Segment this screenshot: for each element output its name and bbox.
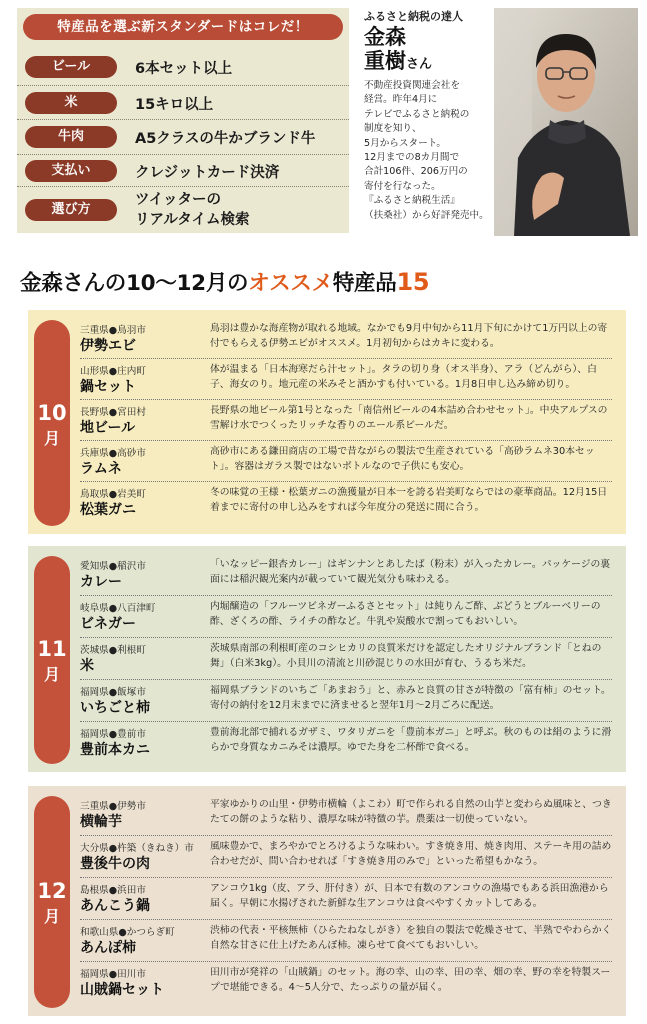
criteria-value: 15キロ以上 <box>135 97 214 113</box>
month-tab: 11 月 <box>34 556 70 764</box>
product-item <box>80 596 612 638</box>
product-item <box>80 638 612 680</box>
product-description: 福岡県ブランドのいちご「あまおう」と、赤みと良質の甘さが特徴の「富有柿」のセット。寄付の納付を12月末までに済ませると翌年1月〜2月ごろに配送。 <box>210 685 611 711</box>
section-title: 金森さんの10〜12月のオススメ特産品15 <box>20 268 430 296</box>
product-name: 伊勢エビ <box>80 338 136 354</box>
criteria-box <box>17 8 349 233</box>
month-tab: 12 月 <box>34 796 70 1008</box>
product-item <box>80 441 612 482</box>
portrait-illustration <box>494 8 638 236</box>
product-description: 平家ゆかりの山里・伊勢市横輪（よこわ）町で作られる自然の山芋と変わらぬ風味と、つきたての餅のような粘り、濃厚な味が特徴の芋。農薬は一切使っていない。 <box>210 799 612 825</box>
product-location: 茨城県●利根町 <box>80 645 146 656</box>
product-location: 三重県●伊勢市 <box>80 801 146 812</box>
product-description: 冬の味覚の王様・松葉ガニの漁獲量が日本一を誇る岩美町ならではの豪華商品。12月15日着までに寄付の申し込みをすれば今年度分の発送に間に合う。 <box>210 487 608 513</box>
criteria-value: 6本セット以上 <box>135 61 233 77</box>
product-location: 山形県●庄内町 <box>80 366 146 377</box>
product-item <box>80 836 612 878</box>
product-name: 豊前本カニ <box>80 742 150 758</box>
criteria-value: A5クラスの牛かブランド牛 <box>135 131 316 147</box>
product-name: 米 <box>80 658 94 674</box>
product-name: あんこう鍋 <box>80 898 150 914</box>
product-name: 横輪芋 <box>80 814 122 830</box>
criteria-label: ビール <box>25 56 117 78</box>
product-description: 豊前海北部で捕れるガザミ、ワタリガニを「豊前本ガニ」と呼ぶ。秋のものは絹のように滑らかで身質なカニみそは濃厚。ゆでた身を二杯酢で食べる。 <box>210 727 612 753</box>
product-description: 体が温まる「日本海寒だら汁セット」。タラの切り身（オス半身）、アラ（どんがら）、白子、海女のり。地元産の米みそと酒かすも付いている。1月8日申し込み締め切り。 <box>210 364 597 390</box>
expert-bio: 不動産投資関連会社を 経営。昨年4月に テレビでふるさと納税の 制度を知り、 5月からスタート。 12月までの8カ月間で 合計106件、206万円の 寄付を行なった。 『ふるさと納税生活』 （扶桑社）から好評発売中。 <box>364 80 489 221</box>
criteria-label: 牛肉 <box>25 126 117 148</box>
product-description: 田川市が発祥の「山賊鍋」のセット。海の幸、山の幸、田の幸、畑の幸、野の幸を特製スープで堪能できる。4〜5人分で、たっぷりの量が届く。 <box>210 967 611 993</box>
product-name: あんぽ柿 <box>80 940 136 956</box>
product-item <box>80 878 612 920</box>
criteria-label: 選び方 <box>25 199 117 221</box>
expert-name: 金森 重樹さん <box>364 25 433 73</box>
expert-role: ふるさと納税の達人 <box>364 10 463 23</box>
product-location: 島根県●浜田市 <box>80 885 146 896</box>
product-location: 福岡県●豊前市 <box>80 729 146 740</box>
product-description: 茨城県南部の利根町産のコシヒカリの良質米だけを認定したオリジナルブランド「とねの舞」（白米3kg）。小貝川の清流と川砂混じりの水田が育む、うるち米だ。 <box>210 643 602 669</box>
product-name: 松葉ガニ <box>80 502 136 518</box>
product-item <box>80 482 612 523</box>
month-block-november <box>28 546 626 772</box>
product-item <box>80 920 612 962</box>
product-location: 岐阜県●八百津町 <box>80 603 156 614</box>
product-item <box>80 400 612 441</box>
criteria-title: 特産品を選ぶ新スタンダードはコレだ！ <box>23 14 343 40</box>
product-description: 高砂市にある鎌田商店の工場で昔ながらの製法で生産されている「高砂ラムネ30本セット」。容器はガラス製ではないボトルなので子供にも安心。 <box>210 446 595 472</box>
criteria-label: 米 <box>25 92 117 114</box>
criteria-row-method <box>17 187 349 233</box>
product-name: 鍋セット <box>80 379 136 395</box>
product-description: 鳥羽は豊かな海産物が取れる地域。なかでも9月中旬から11月下旬にかけて1万円以上の寄付でもらえる伊勢エビがオススメ。1月初旬からはカキに変わる。 <box>210 323 608 349</box>
criteria-row-payment <box>17 155 349 187</box>
product-name: いちごと柿 <box>80 700 150 716</box>
product-name: ビネガー <box>80 616 136 632</box>
month-tab: 10 月 <box>34 320 70 526</box>
product-item <box>80 794 612 836</box>
criteria-value: ツイッターの リアルタイム検索 <box>135 192 250 228</box>
product-item <box>80 318 612 359</box>
product-item <box>80 359 612 400</box>
expert-photo <box>494 8 638 236</box>
product-description: 風味豊かで、まろやかでとろけるような味わい。すき焼き用、焼き肉用、ステーキ用の詰め合わせだが、問い合わせれば「すき焼き用のみで」といった希望もかなう。 <box>210 841 612 867</box>
product-location: 兵庫県●高砂市 <box>80 448 146 459</box>
product-item <box>80 680 612 722</box>
product-location: 愛知県●稲沢市 <box>80 561 146 572</box>
product-description: 内堀醸造の「フルーツビネガーふるさとセット」は純りんご酢、ぶどうとブルーベリーの酢、ざくろの酢、ライチの酢など。牛乳や炭酸水で割ってもおいしい。 <box>210 601 601 627</box>
product-location: 三重県●鳥羽市 <box>80 325 146 336</box>
product-list <box>80 318 612 523</box>
product-name: 豊後牛の肉 <box>80 856 150 872</box>
product-list <box>80 794 612 1004</box>
product-location: 鳥取県●岩美町 <box>80 489 146 500</box>
product-item <box>80 962 612 1004</box>
month-block-december <box>28 786 626 1016</box>
product-name: カレー <box>80 574 122 590</box>
product-location: 福岡県●田川市 <box>80 969 146 980</box>
product-name: ラムネ <box>80 461 122 477</box>
product-description: 渋柿の代表・平核無柿（ひらたねなしがき）を独自の製法で乾燥させて、半熟でやわらかく自然な甘さに仕上げたあんぽ柿。凍らせて食べてもおいしい。 <box>210 925 612 951</box>
criteria-value: クレジットカード決済 <box>135 165 280 181</box>
month-block-october <box>28 310 626 534</box>
product-location: 大分県●杵築（きねき）市 <box>80 843 194 854</box>
product-list <box>80 554 612 764</box>
criteria-row-beer <box>17 48 349 86</box>
product-location: 長野県●宮田村 <box>80 407 146 418</box>
criteria-row-rice <box>17 86 349 120</box>
product-item <box>80 554 612 596</box>
criteria-label: 支払い <box>25 160 117 182</box>
product-name: 地ビール <box>80 420 136 436</box>
product-description: 長野県の地ビール第1号となった「南信州ビールの4本詰め合わせセット」。中央アルプスの雪解け水でつくったリッチな香りのエール系ビールだ。 <box>210 405 608 431</box>
product-location: 福岡県●飯塚市 <box>80 687 146 698</box>
product-description: アンコウ1kg（皮、アラ、肝付き）が、日本で有数のアンコウの漁場でもある浜田漁港から届く。早朝に水揚げされた新鮮な生アンコウは食べやすくカットしてある。 <box>210 883 609 909</box>
product-description: 「いなッピー銀杏カレー」はギンナンとあしたば（粉末）が入ったカレー。パッケージの裏面には稲沢観光案内が載っていて観光気分も味わえる。 <box>210 559 611 585</box>
product-item <box>80 722 612 764</box>
criteria-row-beef <box>17 120 349 155</box>
product-location: 和歌山県●かつらぎ町 <box>80 927 175 938</box>
product-name: 山賊鍋セット <box>80 982 164 998</box>
